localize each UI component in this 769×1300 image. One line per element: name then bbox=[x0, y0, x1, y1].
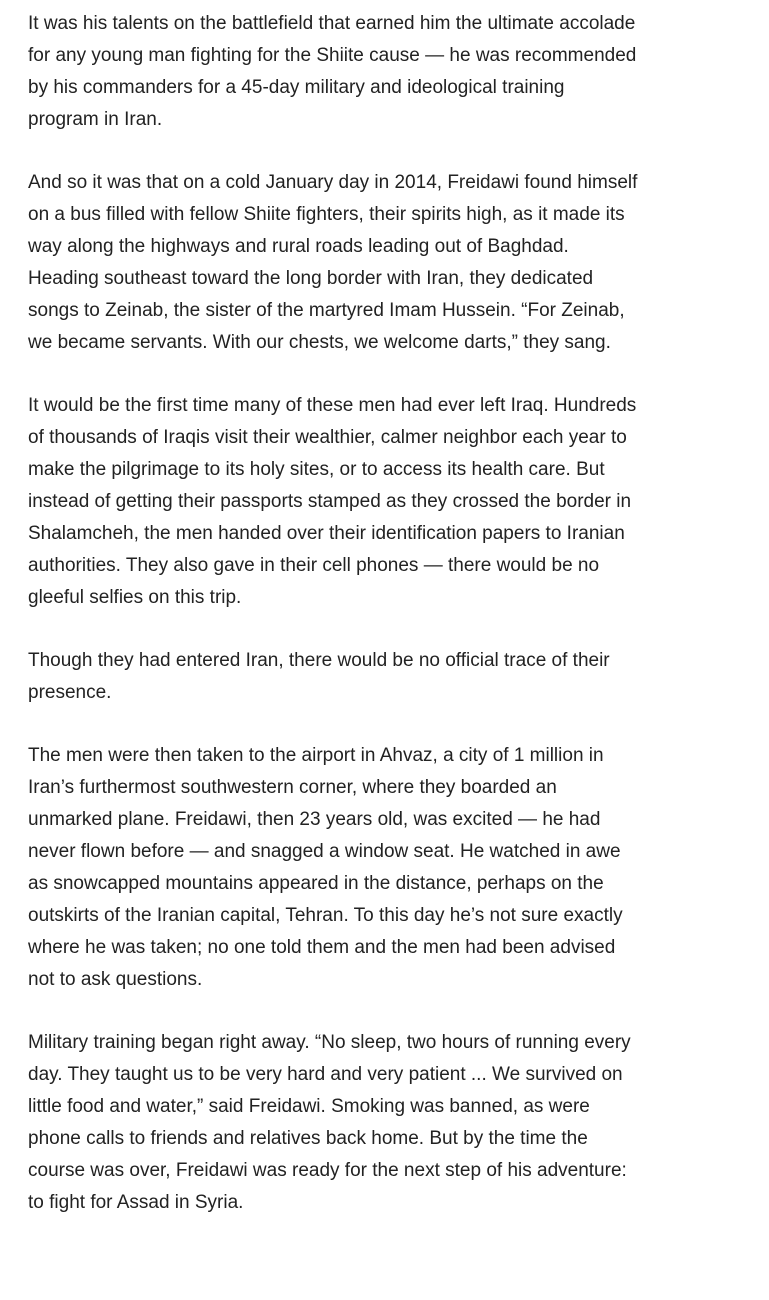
paragraph-ahvaz-flight: The men were then taken to the airport in Ahvaz, a city of 1 million in Iran’s furthermost southwestern corner, where they boarded an unmarked plane. Freidawi, then 23 years old, was excited — he had never flown before — and snagged a window seat. He watched in awe as snowcapped mountains appeared in the distance, perhaps on the outskirts of the Iranian capital, Tehran. To this day he’s not sure exactly where he was taken; no one told them and the men had been advised not to ask questions. bbox=[28, 745, 623, 990]
paragraph-bus-journey: And so it was that on a cold January day in 2014, Freidawi found himself on a bus filled with fellow Shiite fighters, their spirits high, as it made its way along the highways and rural roads leading out of Baghdad. Heading southeast toward the long border with Iran, they dedicated songs to Zeinab, the sister of the martyred Imam Hussein. “For Zeinab, we became servants. With our chests, we welcome darts,” they sang. bbox=[28, 172, 638, 353]
paragraph-training-accolade: It was his talents on the battlefield that earned him the ultimate accolade for any young man fighting for the Shiite cause — he was recommended by his commanders for a 45-day military and ideological training program in Iran. bbox=[28, 13, 637, 130]
paragraph-military-training: Military training began right away. “No sleep, two hours of running every day. They taught us to be very hard and very patient ... We survived on little food and water,” said Freidawi. Smoking was banned, as were phone calls to friends and relatives back home. But by the time the course was over, Freidawi was ready for the next step of his adventure: to fight for Assad in Syria. bbox=[28, 1032, 631, 1213]
article-body bbox=[28, 8, 638, 1219]
paragraph-border-crossing: It would be the first time many of these men had ever left Iraq. Hundreds of thousands of Iraqis visit their wealthier, calmer neighbor each year to make the pilgrimage to its holy sites, or to access its health care. But instead of getting their passports stamped as they crossed the border in Shalamcheh, the men handed over their identification papers to Iranian authorities. They also gave in their cell phones — there would be no gleeful selfies on this trip. bbox=[28, 395, 637, 608]
paragraph-no-trace: Though they had entered Iran, there would be no official trace of their presence. bbox=[28, 650, 610, 703]
